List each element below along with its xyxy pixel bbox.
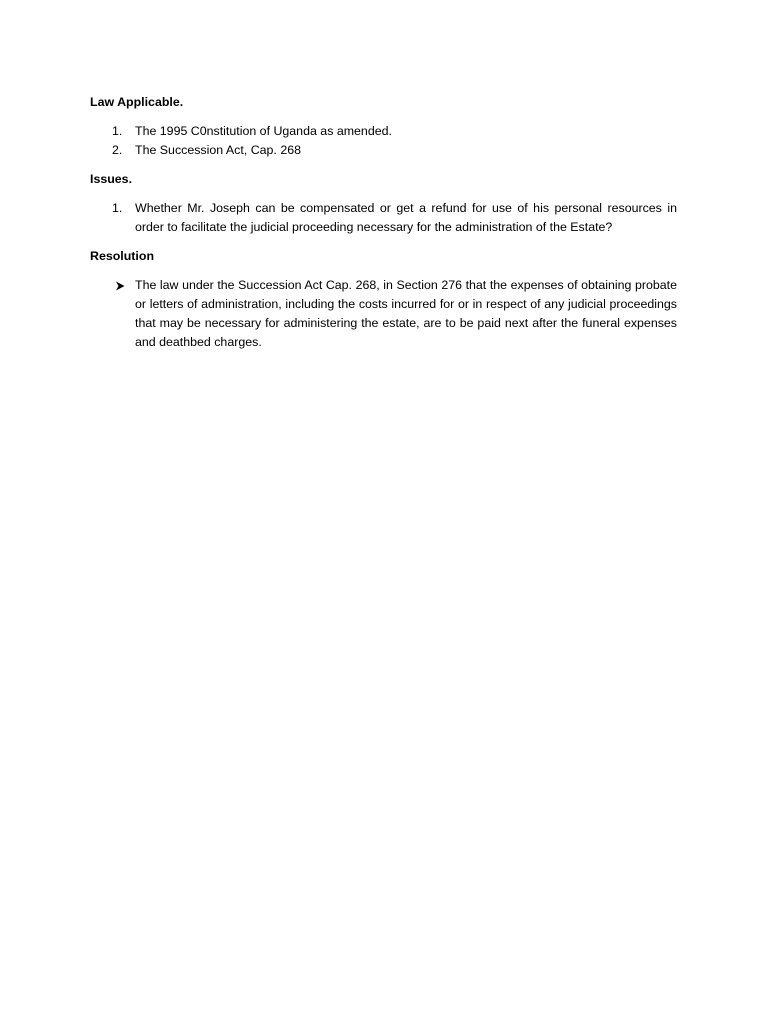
list-item	[90, 199, 677, 237]
list-number: 2.	[112, 143, 123, 157]
document-body	[90, 93, 677, 352]
list-item	[90, 276, 677, 352]
law-applicable-heading: Law Applicable.	[90, 95, 184, 109]
list-item	[90, 141, 677, 160]
issues-heading: Issues.	[90, 172, 133, 186]
list-item	[90, 122, 677, 141]
law-applicable-list	[90, 122, 677, 160]
arrowhead-bullet-icon	[115, 276, 129, 295]
list-item-text: The Succession Act, Cap. 268	[135, 143, 301, 157]
list-item-text: The law under the Succession Act Cap. 268, in Section 276 that the expenses of obtaining probate or letters of administration, including the costs incurred for or in respect of any judicial proceedings that may be necessary for administering the estate, are to be paid next after the funeral expenses and deathbed charges.	[135, 278, 677, 349]
resolution-list	[90, 276, 677, 352]
list-number: 1.	[112, 201, 123, 215]
list-item-text: Whether Mr. Joseph can be compensated or get a refund for use of his personal resources in order to facilitate the judicial proceeding necessary for the administration of the Estate?	[135, 201, 677, 234]
resolution-heading: Resolution	[90, 249, 155, 263]
list-number: 1.	[112, 124, 123, 138]
list-item-text: The 1995 C0nstitution of Uganda as amended.	[135, 124, 392, 138]
issues-list	[90, 199, 677, 237]
